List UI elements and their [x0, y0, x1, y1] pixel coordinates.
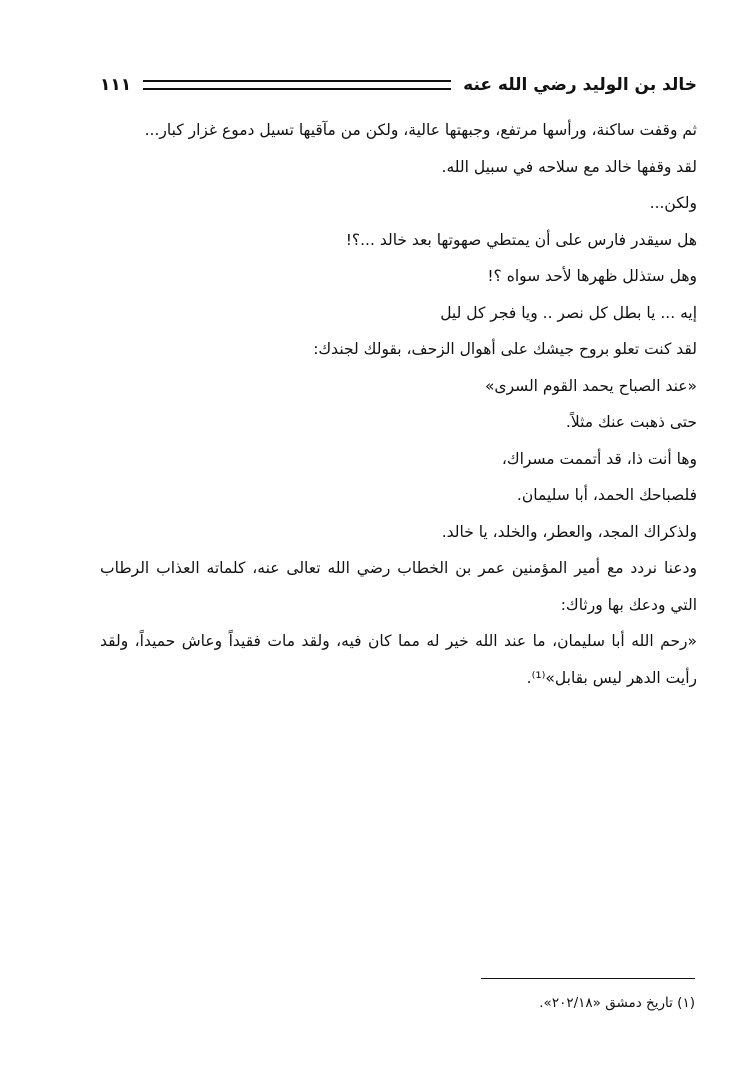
paragraph: لقد وقفها خالد مع سلاحه في سبيل الله. [441, 157, 697, 176]
body-text [100, 112, 697, 696]
paragraph: حتى ذهبت عنك مثلاً. [565, 413, 697, 431]
footnote: (١) تاريخ دمشق «٢٠٢/١٨». [539, 995, 695, 1011]
page-number: ١١١ [100, 75, 132, 95]
paragraph: ولكن... [649, 194, 697, 212]
quote-line: «عند الصباح يحمد القوم السرى» [484, 376, 697, 395]
header-title: خالد بن الوليد رضي الله عنه [463, 75, 697, 95]
paragraph: ثم وقفت ساكنة، ورأسها مرتفع، وجبهتها عالية، ولكن من مآقيها تسيل دموع غزار كبار... [144, 121, 697, 139]
running-header [100, 68, 697, 102]
header-double-rule [143, 80, 451, 90]
paragraph: وهل ستذلل ظهرها لأحد سواه ؟! [487, 267, 697, 285]
paragraph: ولذكراك المجد، والعطر، والخلد، يا خالد. [441, 522, 697, 541]
paragraph: فلصباحك الحمد، أبا سليمان. [516, 486, 697, 504]
paragraph: وها أنت ذا، قد أتممت مسراك، [501, 449, 697, 468]
paragraph: إيه ... يا بطل كل نصر .. ويا فجر كل ليل [440, 303, 697, 322]
paragraph: هل سيقدر فارس على أن يمتطي صهوتها بعد خالد ...؟! [345, 230, 697, 249]
quote-paragraph: «رحم الله أبا سليمان، ما عند الله خير له مما كان فيه، ولقد مات فقيداً وعاش حميداً، ولقد رأيت الدهر ليس بقابل»⁽¹⁾. [100, 632, 697, 687]
paragraph: ودعنا نردد مع أمير المؤمنين عمر بن الخطاب رضي الله تعالى عنه، كلماته العذاب الرطاب التي ودعك بها ورثاك: [100, 559, 697, 614]
footnote-separator [481, 978, 695, 979]
paragraph: لقد كنت تعلو بروح جيشك على أهوال الزحف، بقولك لجندك: [313, 340, 697, 358]
